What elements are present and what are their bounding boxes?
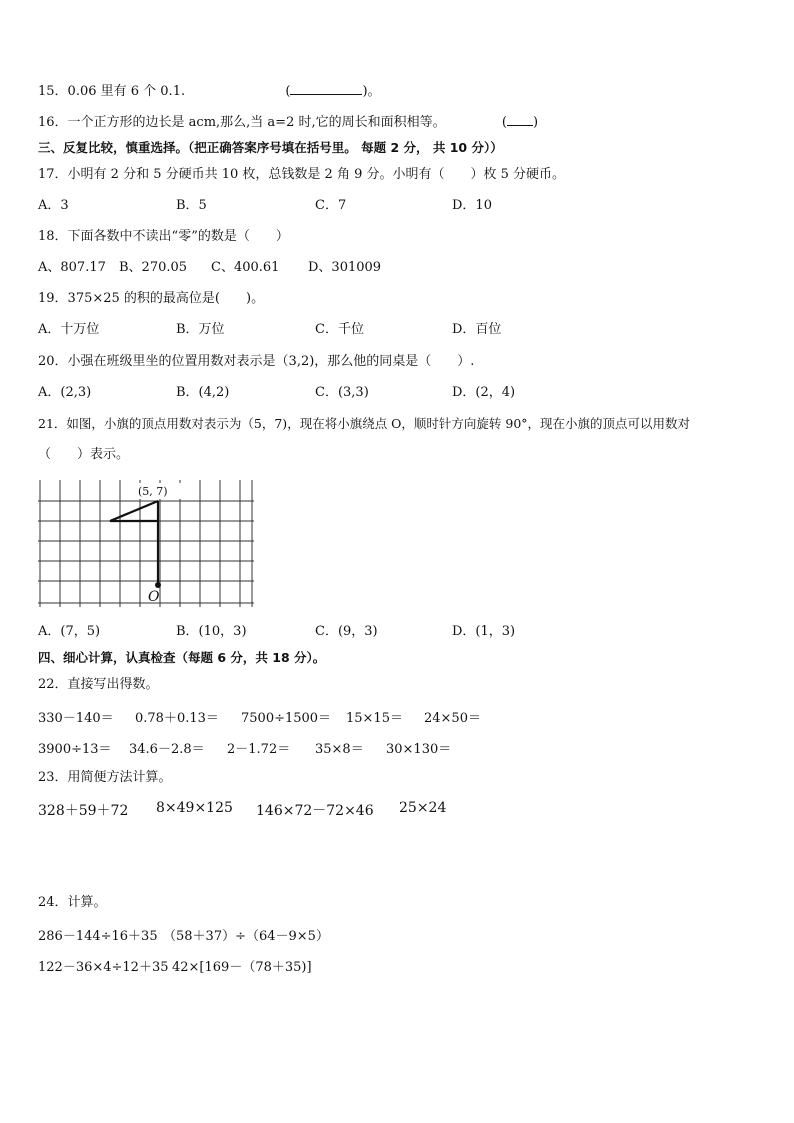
question-19-text: 19．375×25 的积的最高位是( )。: [38, 291, 265, 306]
simplify-item: 25×24: [399, 800, 447, 816]
option-d[interactable]: D．(2，4): [452, 385, 516, 400]
compute-item: 286－144÷16＋35: [38, 929, 158, 944]
option-a[interactable]: A．十万位: [38, 322, 100, 337]
calc-item: 30×130＝: [386, 742, 452, 757]
calc-item: 35×8＝: [315, 742, 364, 757]
compute-item: （58＋37）÷（64－9×5）: [163, 929, 329, 944]
question-18-text: 18．下面各数中不读出“零”的数是（ ）: [38, 229, 289, 244]
paren-close: ): [532, 115, 539, 130]
flag: [110, 501, 158, 585]
option-b[interactable]: B．5: [176, 198, 207, 213]
option-d[interactable]: D．百位: [452, 322, 502, 337]
option-b[interactable]: B．(10，3): [176, 624, 247, 639]
question-21-text-line2: （ ）表示。: [38, 447, 130, 462]
question-16: [38, 114, 538, 132]
question-15: [38, 83, 381, 101]
option-c[interactable]: C．(9，3): [315, 624, 378, 639]
option-a[interactable]: A．(2,3): [38, 385, 92, 400]
simplify-item: 146×72－72×46: [256, 803, 374, 819]
calc-item: 3900÷13＝: [38, 742, 112, 757]
origin-label: O: [148, 589, 160, 605]
section-3-title: 三、反复比较，慎重选择。（把正确答案序号填在括号里。 每题 2 分， 共 10 分））: [38, 140, 503, 155]
option-b[interactable]: B．万位: [176, 322, 225, 337]
flag-grid-figure: [30, 475, 260, 615]
grid: [38, 480, 254, 607]
section-4-title: 四、细心计算，认真检查（每题 6 分，共 18 分）。: [38, 650, 326, 665]
compute-item: 42×[169－（78＋35)]: [172, 960, 312, 975]
option-a[interactable]: A、807.17: [38, 260, 106, 275]
question-15-text: 15．0.06 里有 6 个 0.1.: [38, 84, 186, 99]
calc-item: 2－1.72＝: [227, 742, 291, 757]
option-d[interactable]: D．(1，3): [452, 624, 516, 639]
answer-blank-16[interactable]: [507, 125, 533, 126]
calc-item: 0.78＋0.13＝: [135, 711, 219, 726]
option-a[interactable]: A．(7，5): [38, 624, 101, 639]
calc-item: 7500÷1500＝: [241, 711, 332, 726]
paren-open: (: [501, 115, 507, 130]
question-23-text: 23．用简便方法计算。: [38, 770, 172, 785]
simplify-item: 8×49×125: [156, 800, 233, 816]
question-20-text: 20．小强在班级里坐的位置用数对表示是（3,2)，那么他的同桌是（ ）.: [38, 354, 475, 369]
question-17-text: 17．小明有 2 分和 5 分硬币共 10 枚，总钱数是 2 角 9 分。小明有（ ）枚 5 分硬币。: [38, 167, 566, 182]
answer-blank-15[interactable]: [290, 94, 362, 95]
paren-open: (: [285, 84, 291, 99]
paren-close: )。: [362, 84, 381, 99]
simplify-item: 328＋59＋72: [38, 803, 129, 819]
question-16-text: 16．一个正方形的边长是 acm,那么,当 a=2 时,它的周长和面积相等。: [38, 115, 446, 130]
option-c[interactable]: C．7: [315, 198, 347, 213]
calc-item: 34.6－2.8＝: [129, 742, 205, 757]
vertex-label: (5, 7): [138, 485, 168, 498]
calc-item: 15×15＝: [346, 711, 403, 726]
calc-item: 24×50＝: [424, 711, 481, 726]
option-c[interactable]: C．(3,3): [315, 385, 369, 400]
question-21-text-line1: 21．如图，小旗的顶点用数对表示为（5，7)，现在将小旗绕点 O，顺时针方向旋转 90°，现在小旗的顶点可以用数对: [38, 416, 691, 431]
option-a[interactable]: A．3: [38, 198, 69, 213]
option-c[interactable]: C．千位: [315, 322, 364, 337]
calc-item: 330－140＝: [38, 711, 114, 726]
option-c[interactable]: C、400.61: [211, 260, 280, 275]
question-22-text: 22．直接写出得数。: [38, 677, 159, 692]
option-d[interactable]: D．10: [452, 198, 492, 213]
question-24-text: 24．计算。: [38, 895, 107, 910]
option-b[interactable]: B．(4,2): [176, 385, 230, 400]
origin-point: [155, 582, 161, 588]
option-d[interactable]: D、301009: [308, 260, 382, 275]
compute-item: 122－36×4÷12＋35: [38, 960, 169, 975]
option-b[interactable]: B、270.05: [119, 260, 188, 275]
